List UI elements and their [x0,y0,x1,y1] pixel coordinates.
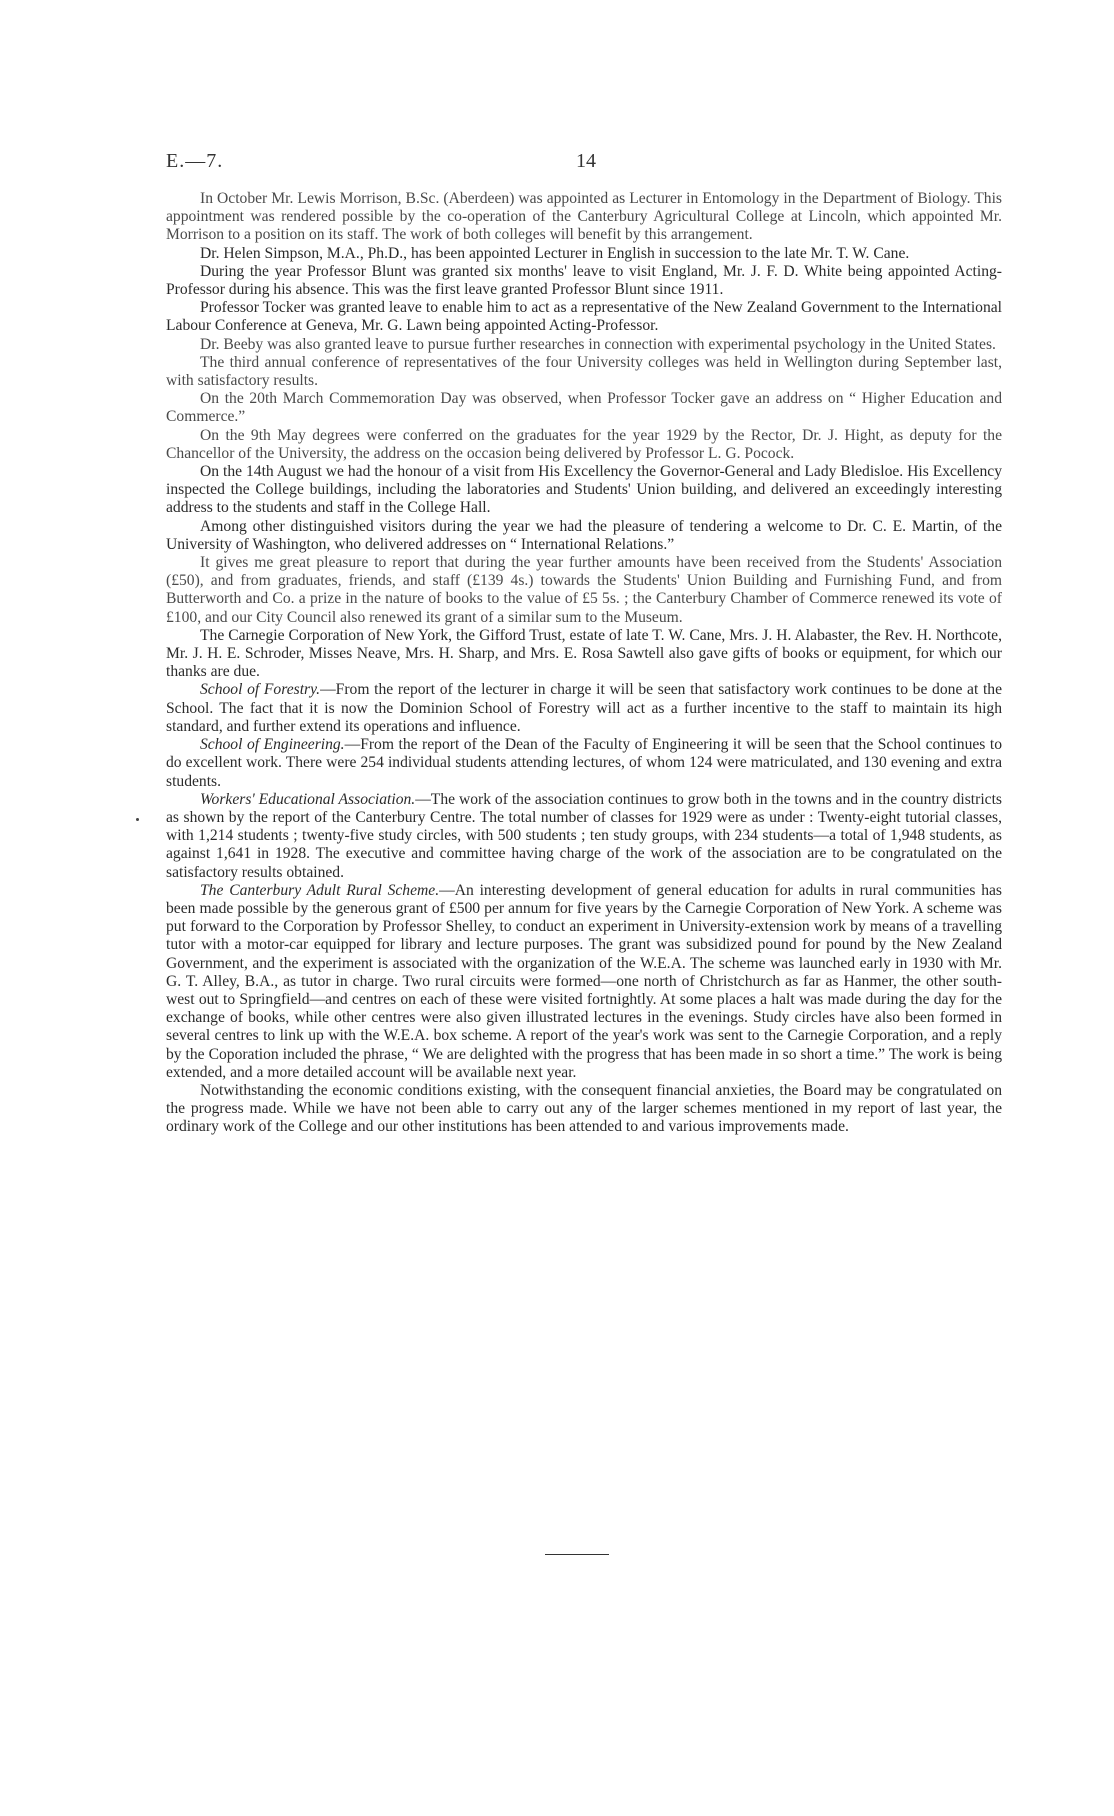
paragraph-text: On the 9th May degrees were conferred on the graduates for the year 1929 by the Rector, Dr. J. Hight, as deputy for the Chancellor of the University, the address on the occasion being delivered by Professor L. G. Pocock. [166,426,1002,462]
paragraph [166,390,1002,426]
margin-mark [136,818,139,821]
paragraph-text: Notwithstanding the economic conditions existing, with the consequent financial anxieties, the Board may be congratulated on the progress made. While we have not been able to carry out any of the larger schemes mentioned in my report of last year, the ordinary work of the College and our other institutions has been attended to and various improvements made. [166,1081,1002,1136]
page-header [166,150,966,180]
paragraph-text: —From the report of the lecturer in charge it will be seen that satisfactory work continues to be done at the School. The fact that it is now the Dominion School of Forestry will act as a further incentive to the staff to maintain its high standard, and further extend its operations and influence. [166,681,1003,735]
paragraph [166,190,1002,245]
paragraph [166,627,1002,682]
closing-rule [545,1554,609,1555]
paragraph [166,463,1002,518]
paragraph-text: Professor Tocker was granted leave to enable him to act as a representative of the New Zealand Government to the International Labour Conference at Geneva, Mr. G. Lawn being appointed Acting-Professor. [166,299,1002,335]
paragraph [166,336,1002,354]
paragraph-text: On the 20th March Commemoration Day was observed, when Professor Tocker gave an address on “ Higher Education and Commerce.” [166,390,1002,426]
section-heading: Workers' Educational Association. [200,790,416,808]
paragraph [166,791,1002,882]
page-number: 14 [576,150,596,172]
paragraph-text: —The work of the association continues to grow both in the towns and in the country districts as shown by the report of the Canterbury Centre. The total number of classes for 1929 were as under : Twenty-eight tutorial classes, with 1,214 students ; twenty-five study circles, with 500 students ; ten study groups, with 234 students—a total of 1,948 students, as against 1,641 in 1928. The executive and committee having charge of the work of the association are to be congratulated on the satisfactory results obtained. [166,790,1002,881]
paragraph [166,354,1002,390]
paragraph-text: It gives me great pleasure to report that during the year further amounts have been received from the Students' Association (£50), and from graduates, friends, and staff (£139 4s.) towards the Students' Union Building and Furnishing Fund, and from Butterworth and Co. a prize in the nature of books to the value of £5 5s. ; the Canterbury Chamber of Commerce renewed its vote of £100, and our City Council also renewed its grant of a similar sum to the Museum. [166,554,1002,626]
paragraph [166,882,1002,1082]
paragraph-text: The Carnegie Corporation of New York, the Gifford Trust, estate of late T. W. Cane, Mrs. J. H. Alabaster, the Rev. H. Northcote, Mr. J. H. E. Schroder, Misses Neave, Mrs. H. Sharp, and Mrs. E. Rosa Sawtell also gave gifts of books or equipment, for which our thanks are due. [166,626,1002,681]
paragraph [166,681,1002,736]
section-heading: The Canterbury Adult Rural Scheme. [200,881,440,899]
paragraph-text: Among other distinguished visitors during the year we had the pleasure of tendering a welcome to Dr. C. E. Martin, of the University of Washington, who delivered addresses on “ International Relations.” [166,517,1002,553]
section-heading: School of Forestry. [200,681,321,699]
paragraph [166,1082,1002,1137]
paragraph-text: The third annual conference of representatives of the four University colleges was held in Wellington during September last, with satisfactory results. [166,353,1002,390]
paragraph-text: Dr. Beeby was also granted leave to pursue further researches in connection with experimental psychology in the United States. [200,335,996,353]
report-body [166,190,1002,1137]
paragraph [166,245,1002,263]
section-heading: School of Engineering. [200,736,345,754]
paragraph [166,427,1002,463]
paragraph [166,554,1002,627]
paragraph [166,299,1002,335]
paragraph-text: Dr. Helen Simpson, M.A., Ph.D., has been appointed Lecturer in English in succession to the late Mr. T. W. Cane. [200,244,910,262]
paragraph-text: On the 14th August we had the honour of a visit from His Excellency the Governor-General and Lady Bledisloe. His Excellency inspected the College buildings, including the laboratories and Students' Union building, and delivered an exceedingly interesting address to the students and staff in the College Hall. [166,463,1002,517]
paragraph-text: —An interesting development of general education for adults in rural communities has been made possible by the generous grant of £500 per annum for five years by the Carnegie Corporation of New York. A scheme was put forward to the Corporation by Professor Shelley, to conduct an experiment in University-extension work by means of a travelling tutor with a motor-car equipped for library and lecture purposes. The grant was subsidized pound for pound by the New Zealand Government, and the experiment is associated with the organization of the W.E.A. The scheme was launched early in 1930 with Mr. G. T. Alley, B.A., as tutor in charge. Two rural circuits were formed—one north of Christchurch as far as Hanmer, the other south-west out to Springfield—and centres on each of these were visited fortnightly. At some places a halt was made during the day for the exchange of books, while other centres were also given illustrated lectures in the evenings. Study circles have also been formed in several centres to link up with the W.E.A. box scheme. A report of the year's work was sent to the Carnegie Corporation, and a reply by the Coporation included the phrase, “ We are delighted with the progress that has been made in so short a time.” The work is being extended, and a more detailed account will be available next year. [166,881,1002,1081]
paragraph-text: During the year Professor Blunt was granted six months' leave to visit England, Mr. J. F. D. White being appointed Acting-Professor during his absence. This was the first leave granted Professor Blunt since 1911. [166,262,1002,299]
paragraph [166,518,1002,554]
document-reference: E.—7. [166,150,224,172]
paragraph-text: —From the report of the Dean of the Faculty of Engineering it will be seen that the School continues to do excellent work. There were 254 individual students attending lectures, of whom 124 were matriculated, and 130 evening and extra students. [166,736,1002,790]
paragraph [166,736,1002,791]
paragraph-text: In October Mr. Lewis Morrison, B.Sc. (Aberdeen) was appointed as Lecturer in Entomology in the Department of Biology. This appointment was rendered possible by the co-operation of the Canterbury Agricultural College at Lincoln, which appointed Mr. Morrison to a position on its staff. The work of both colleges will benefit by this arrangement. [166,190,1002,244]
paragraph [166,263,1002,299]
